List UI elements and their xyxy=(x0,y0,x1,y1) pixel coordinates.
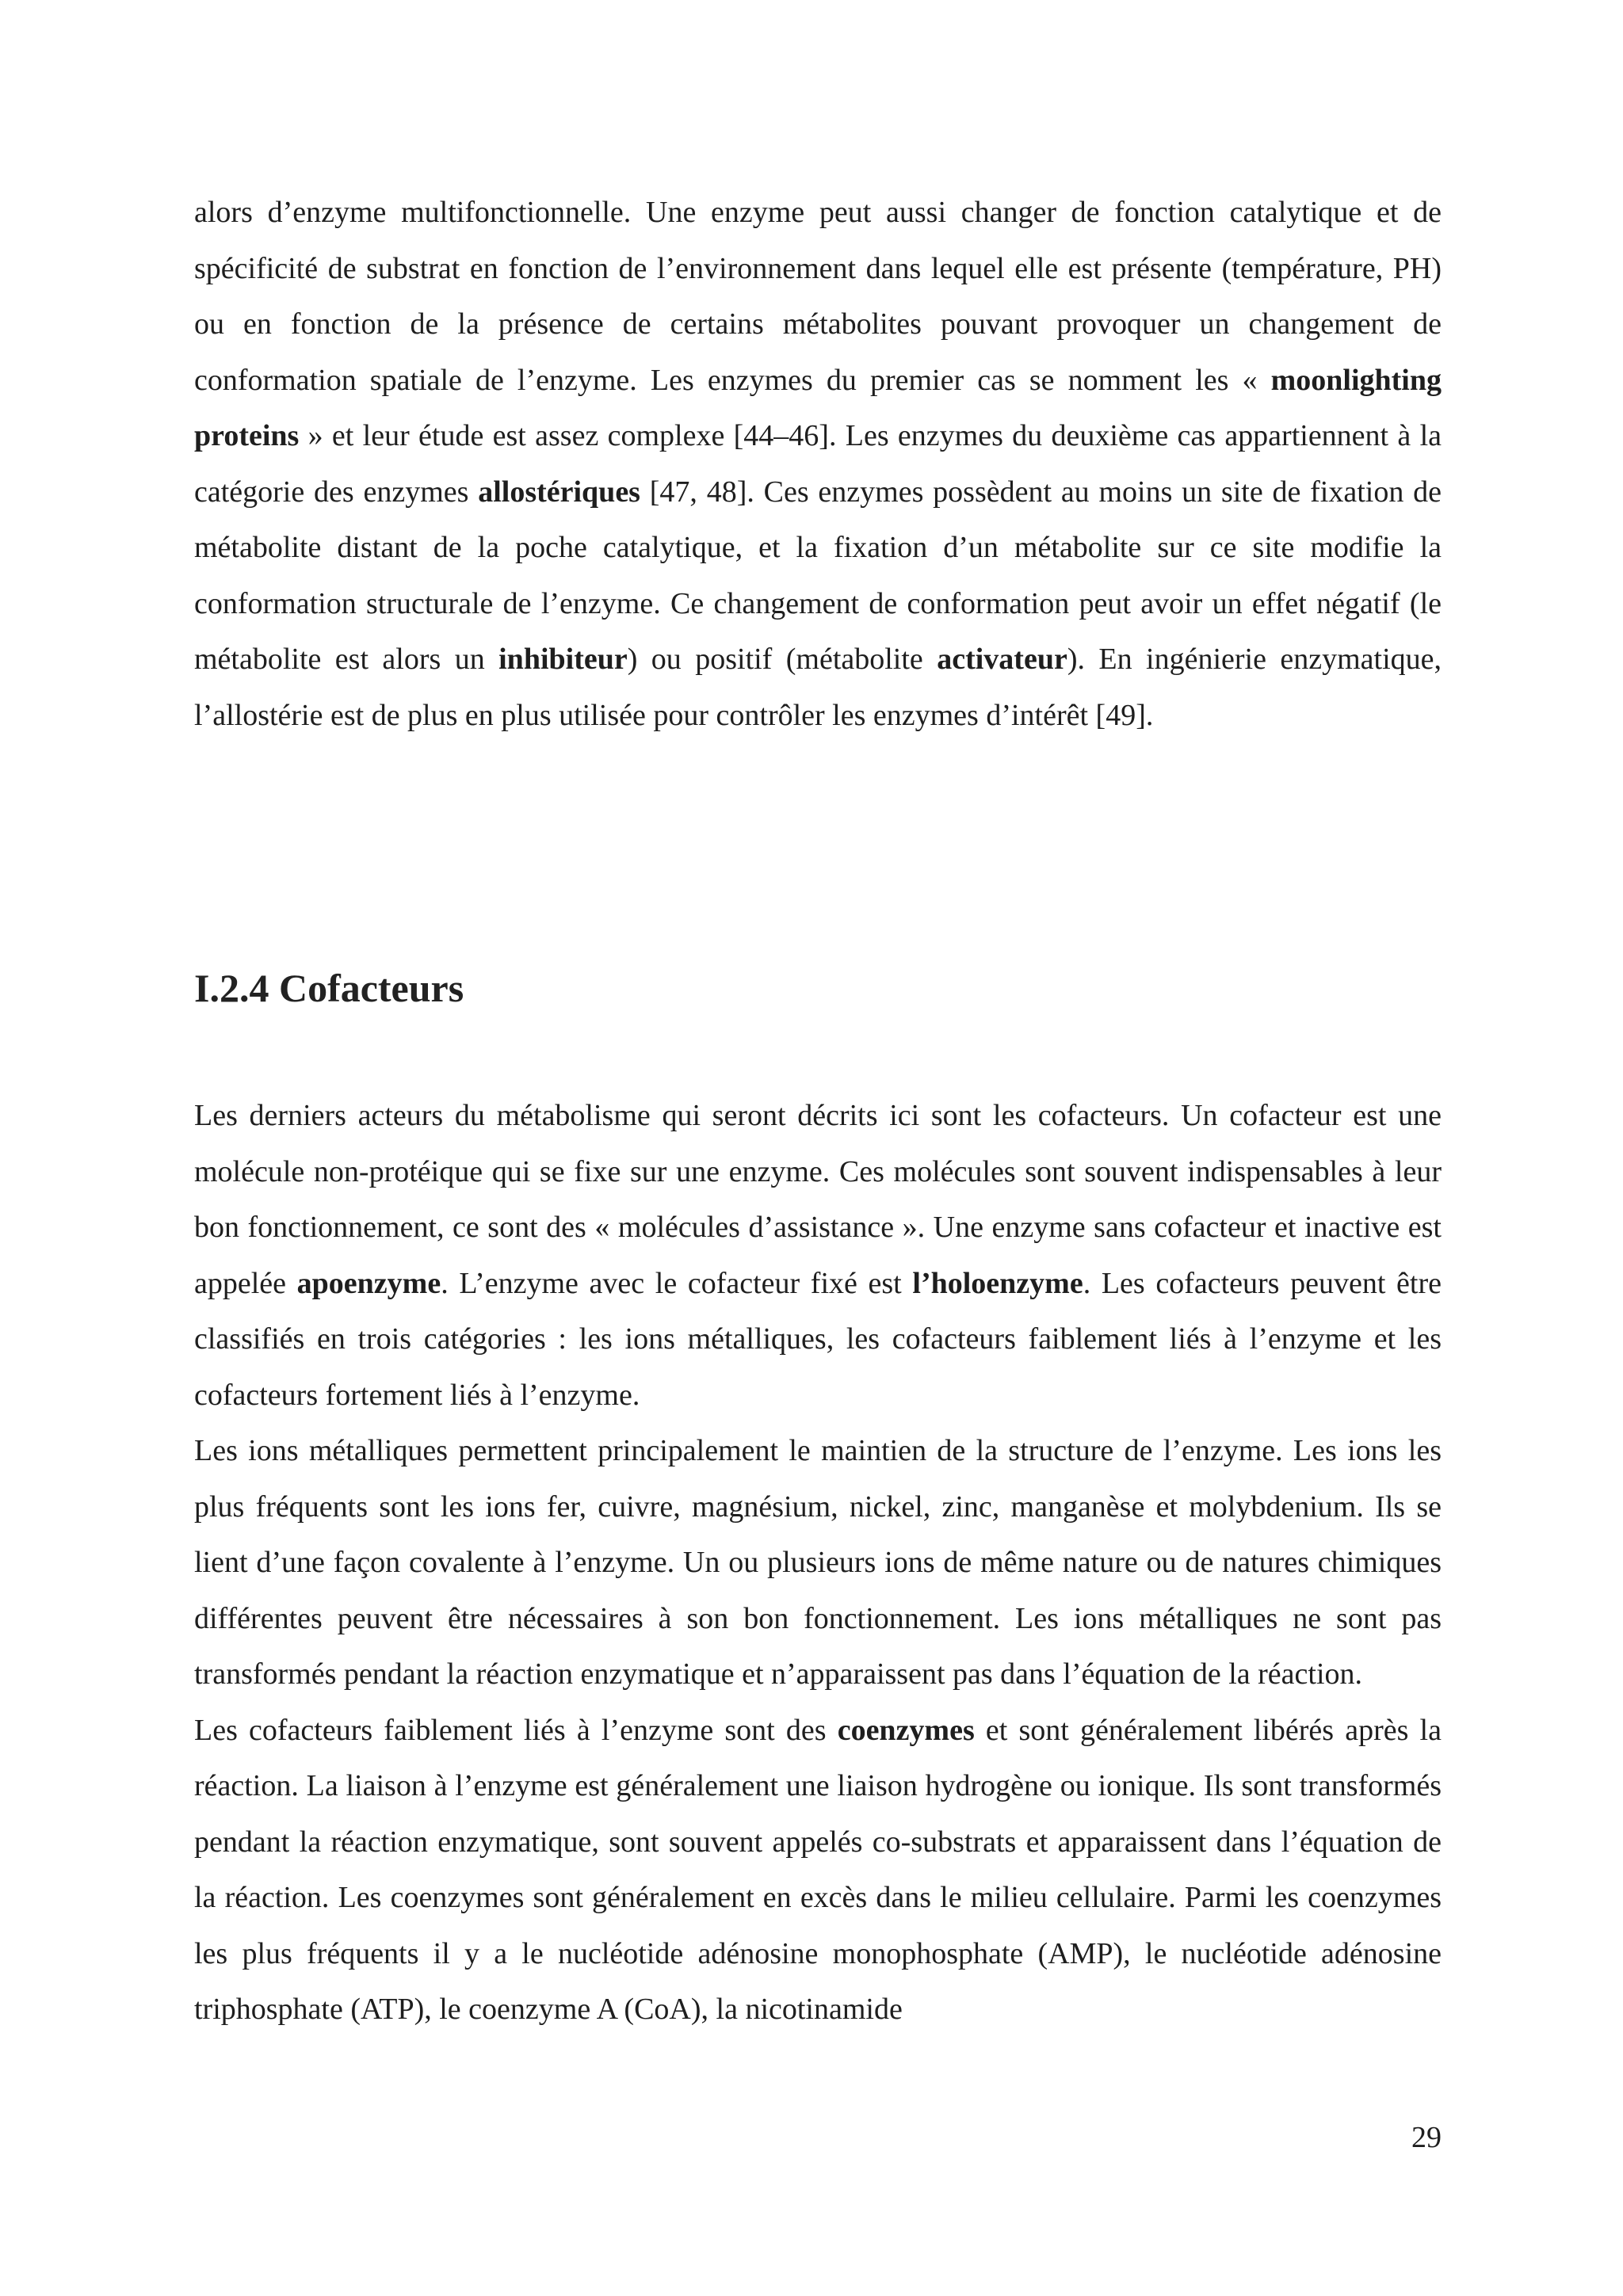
page-number: 29 xyxy=(1411,2121,1442,2154)
text-run: [47, 48]. Ces enzymes possèdent au moins un site de fixation de métabolite distant de la poche catalytique, et la fixation d’un métabolite sur ce site modifie la conformation structurale de l’enzyme. Ce changement de conformation peut avoir un effet négatif (le métabolite est alors un xyxy=(194,475,1442,676)
text-run: alors d’enzyme multifonctionnelle. Une enzyme peut aussi changer de fonction catalytique et de spécificité de substrat en fonction de l’environnement dans lequel elle est présente (température, PH) ou en fonction de la présence de certains métabolites pouvant provoquer un changement de conformation spatiale de l’enzyme. Les enzymes du premier cas se nomment les « xyxy=(194,196,1442,397)
text-run: ) ou positif (métabolite xyxy=(627,643,938,676)
body-text-top xyxy=(194,185,1442,743)
term-apoenzyme: apoenzyme xyxy=(296,1266,441,1300)
paragraph-coenzymes xyxy=(194,1703,1442,2038)
text-run: . Les cofacteurs peuvent être classifiés en trois catégories : les ions métalliques, les cofacteurs faiblement liés à l’enzyme et les cofacteurs fortement liés à l’enzyme. xyxy=(194,1266,1442,1412)
term-activateur: activateur xyxy=(937,643,1067,676)
paragraph-enzymes xyxy=(194,185,1442,743)
body-text-cofacteurs xyxy=(194,1088,1442,2038)
term-moonlighting-proteins: moonlighting proteins xyxy=(194,363,1442,452)
term-allosteriques: allostériques xyxy=(478,475,640,509)
text-run: et sont généralement libérés après la réaction. La liaison à l’enzyme est généralement une liaison hydrogène ou ionique. Ils sont transformés pendant la réaction enzymatique, sont souvent appelés co-substrats et apparaissent dans l’équation de la réaction. Les coenzymes sont généralement en excès dans le milieu cellulaire. Parmi les coenzymes les plus fréquents il y a le nucléotide adénosine monophosphate (AMP), le nucléotide adénosine triphosphate (ATP), le coenzyme A (CoA), la nicotinamide xyxy=(194,1713,1442,2026)
section-heading: I.2.4 Cofacteurs xyxy=(194,966,464,1010)
text-run: Les derniers acteurs du métabolisme qui seront décrits ici sont les cofacteurs. Un cofacteur est une molécule non-protéique qui se fixe sur une enzyme. Ces molécules sont souvent indispensables à leur bon fonctionnement, ce sont des « molécules d’assistance ». Une enzyme sans cofacteur et inactive est appelée xyxy=(194,1099,1442,1300)
term-inhibiteur: inhibiteur xyxy=(498,643,628,676)
text-run: Les cofacteurs faiblement liés à l’enzyme sont des xyxy=(194,1713,838,1747)
text-run: ). En ingénierie enzymatique, l’allostérie est de plus en plus utilisée pour contrôler les enzymes d’intérêt [49]. xyxy=(194,643,1442,732)
paragraph-cofacteurs-intro xyxy=(194,1088,1442,1423)
term-holoenzyme: l’holoenzyme xyxy=(912,1266,1083,1300)
paragraph-ions-metalliques: Les ions métalliques permettent principalement le maintien de la structure de l’enzyme. Les ions les plus fréquents sont les ions fer, cuivre, magnésium, nickel, zinc, manganèse et molybdenium. Ils se lient d’une façon covalente à l’enzyme. Un ou plusieurs ions de même nature ou de natures chimiques différentes peuvent être nécessaires à son bon fonctionnement. Les ions métalliques ne sont pas transformés pendant la réaction enzymatique et n’apparaissent pas dans l’équation de la réaction. xyxy=(194,1434,1442,1691)
term-coenzymes: coenzymes xyxy=(837,1713,975,1747)
text-run: . L’enzyme avec le cofacteur fixé est xyxy=(441,1266,913,1300)
text-run: » et leur étude est assez complexe [44–46]. Les enzymes du deuxième cas appartiennent à la catégorie des enzymes xyxy=(194,419,1442,509)
